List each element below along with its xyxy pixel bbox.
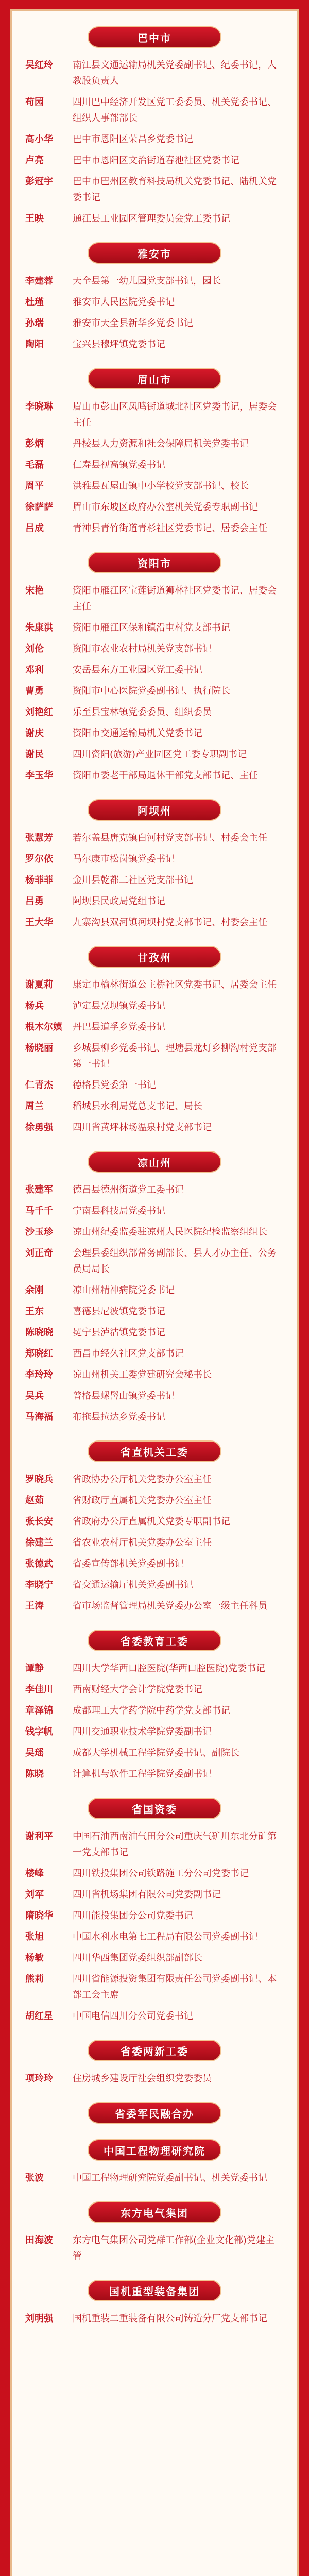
entry-row	[25, 662, 284, 678]
entry-row	[25, 1535, 284, 1551]
person-title: 省委宣传部机关党委副书记	[73, 1558, 184, 1569]
person-title: 布拖县拉达乡党委书记	[73, 1412, 165, 1422]
person-title: 四川华西集团党委组织部副部长	[73, 1953, 202, 1963]
entry-row	[25, 57, 284, 89]
person-title: 乡城县柳乡党委书记、理塘县龙灯乡柳沟村党支部第一书记	[73, 1043, 277, 1070]
person-title: 中国水利水电第七工程局有限公司党委副书记	[73, 1931, 258, 1942]
person-title: 洪雅县瓦屋山镇中小学校党支部书记、校长	[73, 481, 249, 492]
entry-row	[25, 704, 284, 720]
section-banner: 阿坝州	[88, 799, 221, 821]
person-title: 西南财经大学会计学院党委书记	[73, 1684, 202, 1695]
person-title: 雅安市天全县新华乡党委书记	[73, 318, 193, 329]
person-name: 杨菲菲	[25, 875, 53, 886]
person-name: 陶阳	[25, 339, 44, 350]
section-banner: 省直机关工委	[88, 1440, 221, 1462]
person-title: 省农业农村厅机关党委办公室主任	[73, 1537, 212, 1548]
person-name: 马千千	[25, 1206, 53, 1216]
person-name: 刘艳红	[25, 707, 53, 718]
person-title: 德格县党委第一书记	[73, 1080, 156, 1091]
person-name: 项玲玲	[25, 2073, 53, 2084]
entry-row	[25, 1493, 284, 1509]
section-14	[25, 2280, 284, 2327]
section-banner: 资阳市	[88, 552, 221, 573]
entry-row	[25, 1203, 284, 1219]
person-name: 孙瑞	[25, 318, 44, 329]
person-name: 吕勇	[25, 896, 44, 907]
entry-row	[25, 131, 284, 147]
person-name: 杨晓丽	[25, 1043, 53, 1054]
person-title: 冕宁县泸沽镇党委书记	[73, 1327, 165, 1338]
person-title: 中国石油西南油气田分公司重庆气矿川东北分矿第一党支部书记	[73, 1831, 277, 1858]
person-name: 吕成	[25, 523, 44, 534]
person-name: 吴瑶	[25, 1748, 44, 1758]
entry-row	[25, 830, 284, 846]
section-banner: 眉山市	[88, 368, 221, 389]
person-name: 隋晓华	[25, 1910, 53, 1921]
section-12	[25, 2139, 284, 2186]
person-name: 王东	[25, 1306, 44, 1317]
person-title: 四川省机场集团有限公司党委副书记	[73, 1889, 221, 1900]
person-name: 周兰	[25, 1101, 44, 1112]
person-title: 成都大学机械工程学院党委书记、副院长	[73, 1748, 239, 1758]
person-title: 资阳市交通运输局机关党委书记	[73, 728, 202, 739]
person-name: 陈晓	[25, 1769, 44, 1780]
entry-row	[25, 2170, 284, 2186]
person-title: 四川能投集团分公司党委书记	[73, 1910, 193, 1921]
entry-row	[25, 620, 284, 636]
entry-row	[25, 683, 284, 699]
entry-row	[25, 294, 284, 310]
entry-row	[25, 457, 284, 473]
entry-row	[25, 1346, 284, 1362]
entry-row	[25, 1282, 284, 1298]
person-name: 沙玉珍	[25, 1227, 53, 1238]
section-4	[25, 799, 284, 930]
person-name: 刘正奇	[25, 1248, 53, 1259]
entry-row	[25, 1077, 284, 1093]
entry-row	[25, 436, 284, 452]
person-title: 四川省黄坪林场温泉村党支部书记	[73, 1122, 212, 1133]
person-title: 丹棱县人力资源和社会保障局机关党委书记	[73, 438, 249, 449]
entry-row	[25, 914, 284, 930]
person-title: 省政协办公厅机关党委办公室主任	[73, 1474, 212, 1485]
person-name: 邓利	[25, 665, 44, 675]
person-name: 罗晓兵	[25, 1474, 53, 1485]
entry-row	[25, 1929, 284, 1945]
person-name: 罗尔依	[25, 854, 53, 865]
entry-row	[25, 2008, 284, 2024]
person-title: 乐至县宝林镇党委委员、组织委员	[73, 707, 212, 718]
entry-row	[25, 1598, 284, 1614]
person-title: 稻城县水利局党总支书记、局长	[73, 1101, 202, 1112]
entry-row	[25, 1908, 284, 1924]
entry-row	[25, 1703, 284, 1719]
person-name: 吴红玲	[25, 60, 53, 71]
person-name: 谢利平	[25, 1831, 53, 1842]
entry-row	[25, 1950, 284, 1966]
section-13	[25, 2201, 284, 2264]
entry-row	[25, 1409, 284, 1425]
person-name: 卢亮	[25, 155, 44, 166]
person-name: 李晓宁	[25, 1580, 53, 1590]
person-name: 杜瑾	[25, 297, 44, 308]
person-title: 巴中市恩阳区文治街道春池社区党委书记	[73, 155, 239, 166]
person-name: 张波	[25, 2173, 44, 2183]
person-title: 凉山州机关工委党建研究会秘书长	[73, 1369, 212, 1380]
section-banner: 东方电气集团	[88, 2201, 221, 2223]
entry-row	[25, 1471, 284, 1487]
person-title: 通江县工业园区管理委员会党工委书记	[73, 213, 230, 224]
entry-row	[25, 1724, 284, 1740]
entry-row	[25, 1660, 284, 1676]
person-title: 眉山市彭山区凤鸣街道城北社区党委书记，居委会主任	[73, 401, 277, 428]
section-3	[25, 552, 284, 784]
person-title: 资阳市农业农村局机关党支部书记	[73, 643, 212, 654]
entry-row	[25, 1388, 284, 1404]
person-name: 毛磊	[25, 460, 44, 470]
person-name: 李玉华	[25, 770, 53, 781]
person-name: 谢夏莉	[25, 979, 53, 990]
person-name: 张德武	[25, 1558, 53, 1569]
person-title: 四川大学华西口腔医院(华西口腔医院)党委书记	[73, 1663, 266, 1674]
entry-row	[25, 2232, 284, 2264]
person-name: 田海波	[25, 2235, 53, 2246]
person-name: 高小华	[25, 134, 53, 145]
person-title: 国机重装二重装备有限公司铸造分厂党支部书记	[73, 2313, 267, 2324]
section-8	[25, 1630, 284, 1782]
entry-row	[25, 1098, 284, 1114]
person-title: 成都理工大学药学院中药学党支部书记	[73, 1705, 230, 1716]
person-title: 省交通运输厅机关党委副书记	[73, 1580, 193, 1590]
entry-row	[25, 211, 284, 227]
section-banner: 巴中市	[88, 26, 221, 48]
entry-row	[25, 747, 284, 762]
person-title: 资阳市委老干部局退休干部党支部书记、主任	[73, 770, 258, 781]
entry-row	[25, 1866, 284, 1882]
person-title: 雅安市人民医院党委书记	[73, 297, 175, 308]
person-name: 陈晓晓	[25, 1327, 53, 1338]
section-banner: 省国资委	[88, 1798, 221, 1819]
person-title: 巴中市恩阳区荣昌乡党委书记	[73, 134, 193, 145]
entry-row	[25, 583, 284, 615]
person-title: 中国电信四川分公司党委书记	[73, 2011, 193, 2022]
person-name: 王涛	[25, 1601, 44, 1612]
section-banner: 雅安市	[88, 242, 221, 264]
person-title: 四川铁投集团公司铁路施工分公司党委书记	[73, 1868, 249, 1879]
person-title: 巴中市巴州区教育科技局机关党委书记、陆机关党委书记	[73, 176, 277, 203]
person-title: 泸定县烹坝镇党委书记	[73, 1001, 165, 1011]
entry-row	[25, 315, 284, 331]
person-title: 住房城乡建设厅社会组织党委委员	[73, 2073, 212, 2084]
person-name: 谭静	[25, 1663, 44, 1674]
person-title: 西昌市经久社区党支部书记	[73, 1348, 184, 1359]
person-name: 张建军	[25, 1184, 53, 1195]
person-title: 仁寿县视高镇党委书记	[73, 460, 165, 470]
person-title: 东方电气集团公司党群工作部(企业文化部)党建主管	[73, 2235, 275, 2262]
person-name: 张旭	[25, 1931, 44, 1942]
section-banner: 凉山州	[88, 1151, 221, 1173]
content-card	[10, 9, 299, 2576]
person-title: 凉山州精神病院党委书记	[73, 1285, 175, 1296]
entry-row	[25, 1577, 284, 1593]
person-name: 章泽锦	[25, 1705, 53, 1716]
entry-row	[25, 1745, 284, 1761]
person-name: 郑晓红	[25, 1348, 53, 1359]
person-name: 楼峰	[25, 1868, 44, 1879]
entry-row	[25, 1019, 284, 1035]
person-name: 胡红星	[25, 2011, 53, 2022]
entry-row	[25, 1224, 284, 1240]
person-title: 安岳县东方工业园区党工委书记	[73, 665, 202, 675]
person-name: 李佳川	[25, 1684, 53, 1695]
person-name: 谢民	[25, 749, 44, 760]
section-banner: 省委军民融合办	[88, 2102, 221, 2124]
section-0	[25, 26, 284, 227]
section-10	[25, 2040, 284, 2087]
entry-row	[25, 1367, 284, 1383]
person-title: 马尔康市松岗镇党委书记	[73, 854, 175, 865]
entry-row	[25, 977, 284, 993]
person-name: 刘明强	[25, 2313, 53, 2324]
section-7	[25, 1440, 284, 1614]
entry-row	[25, 1245, 284, 1277]
section-banner: 国机重型装备集团	[88, 2280, 221, 2301]
person-title: 资阳市雁江区宝莲街道狮林社区党委书记、居委会主任	[73, 585, 277, 612]
entry-row	[25, 1682, 284, 1698]
person-title: 宝兴县穆坪镇党委书记	[73, 339, 165, 350]
person-name: 根木尔嫫	[25, 1022, 62, 1032]
person-title: 九寨沟县双河镇河坝村党支部书记、村委会主任	[73, 917, 267, 928]
entry-row	[25, 1040, 284, 1072]
section-banner: 中国工程物理研究院	[88, 2139, 221, 2161]
person-name: 熊莉	[25, 1974, 44, 1985]
person-title: 资阳市雁江区保和镇沿屯村党支部书记	[73, 622, 230, 633]
person-title: 若尔盖县唐克镇白河村党支部书记、村委会主任	[73, 833, 267, 843]
section-banner: 甘孜州	[88, 946, 221, 968]
entry-row	[25, 1556, 284, 1572]
person-title: 南江县文通运输局机关党委副书记、纪委书记，人教股负责人	[73, 60, 277, 87]
person-name: 李玲玲	[25, 1369, 53, 1380]
person-title: 计算机与软件工程学院党委副书记	[73, 1769, 212, 1780]
person-name: 钱字帆	[25, 1726, 53, 1737]
section-1	[25, 242, 284, 352]
person-title: 眉山市东坡区政府办公室机关党委专职副书记	[73, 502, 258, 513]
person-title: 中国工程物理研究院党委副书记、机关党委书记	[73, 2173, 267, 2183]
person-title: 丹巴县道孚乡党委书记	[73, 1022, 165, 1032]
person-title: 喜德县尼波镇党委书记	[73, 1306, 165, 1317]
entry-row	[25, 893, 284, 909]
entry-row	[25, 641, 284, 657]
section-6	[25, 1151, 284, 1425]
person-name: 谢庆	[25, 728, 44, 739]
person-name: 刘军	[25, 1889, 44, 1900]
person-name: 曹勇	[25, 686, 44, 697]
entry-row	[25, 336, 284, 352]
person-name: 李建蓉	[25, 276, 53, 286]
person-title: 天全县第一幼儿园党支部书记，园长	[73, 276, 221, 286]
person-title: 阿坝县民政局党组书记	[73, 896, 165, 907]
entry-row	[25, 94, 284, 126]
entry-row	[25, 478, 284, 494]
entry-row	[25, 1971, 284, 2003]
person-title: 四川交通职业技术学院党委副书记	[73, 1726, 212, 1737]
entry-row	[25, 872, 284, 888]
person-name: 苟园	[25, 97, 44, 108]
person-name: 宋艳	[25, 585, 44, 596]
person-name: 王大华	[25, 917, 53, 928]
person-name: 彭炳	[25, 438, 44, 449]
person-name: 张长安	[25, 1516, 53, 1527]
entry-row	[25, 1887, 284, 1903]
section-banner: 省委两新工委	[88, 2040, 221, 2061]
person-title: 金川县乾都二社区党支部书记	[73, 875, 193, 886]
person-name: 周平	[25, 481, 44, 492]
entry-row	[25, 1828, 284, 1860]
entry-row	[25, 768, 284, 784]
person-title: 青神县青竹街道青杉社区党委书记、居委会主任	[73, 523, 267, 534]
person-name: 王映	[25, 213, 44, 224]
entry-row	[25, 998, 284, 1014]
person-title: 会理县委组织部常务副部长、县人才办主任、公务员局局长	[73, 1248, 277, 1275]
person-name: 吴兵	[25, 1391, 44, 1401]
person-name: 杨敏	[25, 1953, 44, 1963]
person-title: 资阳市中心医院党委副书记、执行院长	[73, 686, 230, 697]
person-title: 省市场监督管理局机关党委办公室一级主任科员	[73, 1601, 267, 1612]
section-11	[25, 2102, 284, 2124]
entry-row	[25, 1120, 284, 1136]
section-5	[25, 946, 284, 1136]
entry-row	[25, 499, 284, 515]
person-name: 徐勇强	[25, 1122, 53, 1133]
section-2	[25, 368, 284, 536]
section-9	[25, 1798, 284, 2024]
person-title: 省财政厅直属机关党委办公室主任	[73, 1495, 212, 1506]
person-name: 彭冠宇	[25, 176, 53, 187]
entry-row	[25, 1514, 284, 1530]
person-name: 刘伦	[25, 643, 44, 654]
person-title: 四川巴中经济开发区党工委委员、机关党委书记、组织人事部部长	[73, 97, 277, 124]
person-name: 马海福	[25, 1412, 53, 1422]
person-title: 四川省能源投资集团有限责任公司党委副书记、本部工会主席	[73, 1974, 277, 2001]
person-name: 杨兵	[25, 1001, 44, 1011]
entry-row	[25, 851, 284, 867]
person-title: 宁南县科技局党委书记	[73, 1206, 165, 1216]
person-name: 张慧芳	[25, 833, 53, 843]
entry-row	[25, 520, 284, 536]
person-title: 省政府办公厅直属机关党委专职副书记	[73, 1516, 230, 1527]
person-name: 徐建兰	[25, 1537, 53, 1548]
person-name: 朱康洪	[25, 622, 53, 633]
person-title: 凉山州纪委监委驻凉州人民医院纪检监察组组长	[73, 1227, 267, 1238]
entry-row	[25, 273, 284, 289]
entry-row	[25, 1182, 284, 1198]
entry-row	[25, 2071, 284, 2087]
person-title: 德昌县德州街道党工委书记	[73, 1184, 184, 1195]
person-title: 普格县螺髻山镇党委书记	[73, 1391, 175, 1401]
person-name: 李晓琳	[25, 401, 53, 412]
person-name: 徐萨萨	[25, 502, 53, 513]
entry-row	[25, 1325, 284, 1341]
entry-row	[25, 1766, 284, 1782]
person-name: 仁青杰	[25, 1080, 53, 1091]
entry-row	[25, 725, 284, 741]
person-name: 赵茹	[25, 1495, 44, 1506]
entry-row	[25, 2311, 284, 2327]
person-title: 康定市榆林街道公主桥社区党委书记、居委会主任	[73, 979, 277, 990]
person-name: 余刚	[25, 1285, 44, 1296]
entry-row	[25, 1303, 284, 1319]
section-banner: 省委教育工委	[88, 1630, 221, 1651]
entry-row	[25, 174, 284, 206]
entry-row	[25, 152, 284, 168]
entry-row	[25, 399, 284, 431]
person-title: 四川资阳(旅游)产业园区党工委专职副书记	[73, 749, 247, 760]
